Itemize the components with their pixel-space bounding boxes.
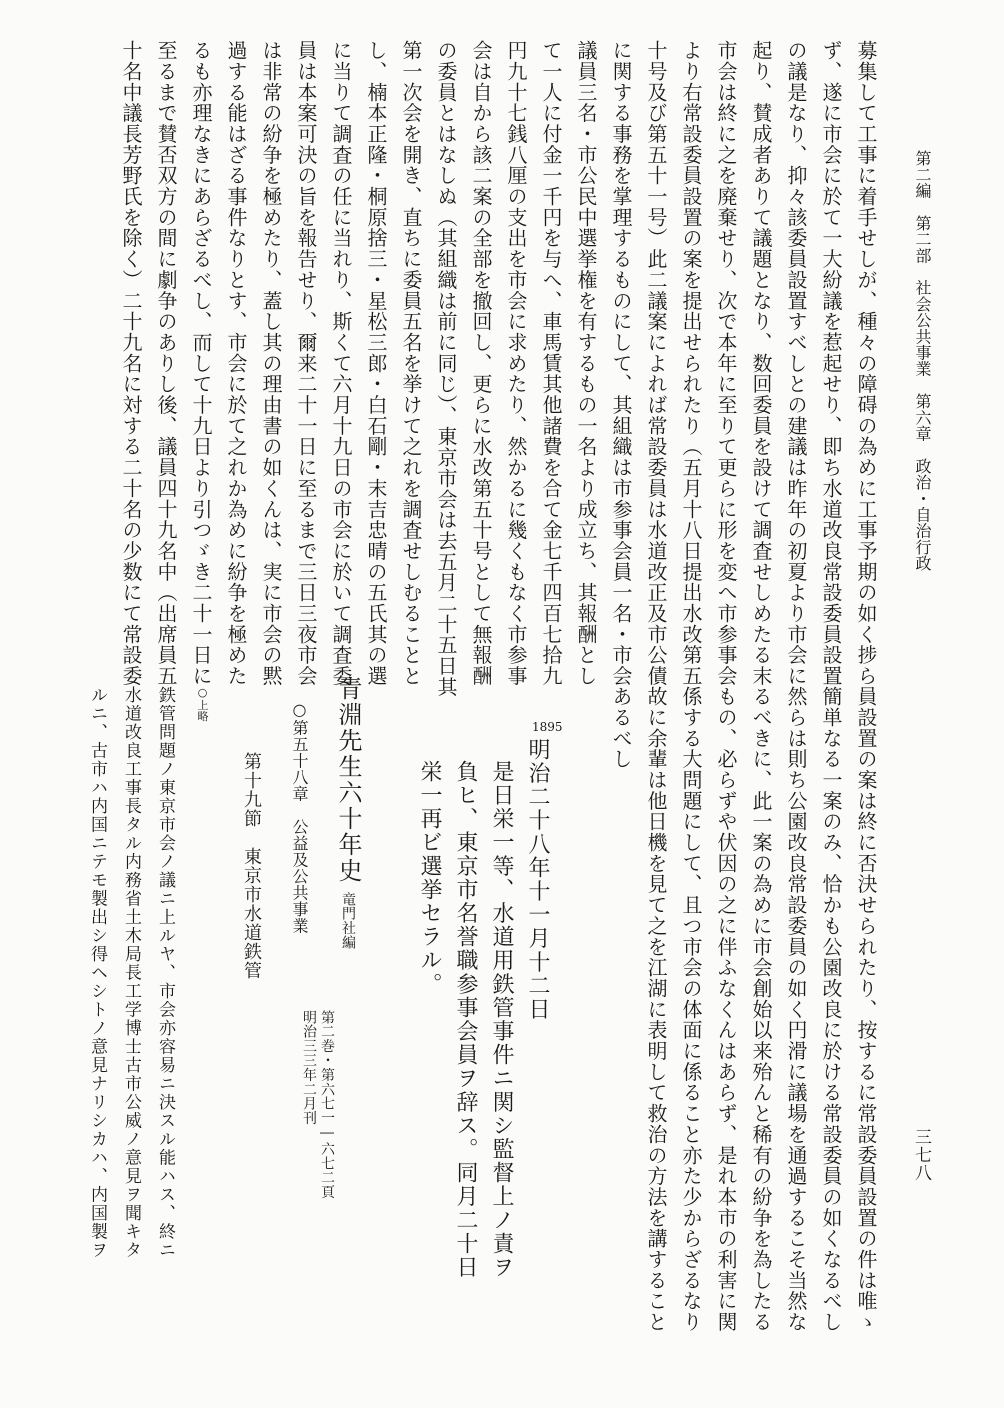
text-line: て一人に付金一千円を与へ、車馬賃其他諸費を合て金七千四百七拾九 (539, 40, 563, 687)
text-line: 市会は終に之を廃棄せり、次で本年に至りて更らに形を変へ市参事会 (714, 40, 738, 687)
text-line: 起り、賛成者ありて議題となり、数回委員を設けて調査せしめたる末 (749, 40, 773, 687)
entry-line: 是日栄一等、水道用鉄管事件ニ関シ監督上ノ責ヲ (489, 760, 514, 1280)
text-line: 係する大問題にして、且つ市会の体面に係ること亦た少からざるなり (679, 686, 703, 1333)
text-line: の議是なり、抑々該委員設置すべしとの建議は昨年の初夏より市会に (784, 40, 808, 687)
entry-line: 負ヒ、東京市名誉職参事会員ヲ辞ス。同月二十日 (453, 760, 478, 1280)
text-line: 簡単なる一案のみ、恰かも公園改良に於ける常設委員の如くなるべし (819, 686, 843, 1333)
entry-date: 明治二十八年十一月十二日 (525, 738, 550, 1022)
text-line: るべきに、此一案の為めに市会創始以来殆んと稀有の紛争を為したる (749, 686, 773, 1333)
text-line: 員設置の案は終に否決せられたり、按するに常設委員設置の件は唯ゝ (854, 686, 878, 1333)
entry-line: 栄一再ビ選挙セラル。 (417, 760, 442, 996)
text-line: 会は自から該二案の全部を撤回し、更らに水改第五十号として無報酬 (469, 40, 493, 687)
source-publisher: 竜門社編 (340, 892, 356, 950)
text-line: 円九十七銭八厘の支出を市会に求めたり、然かるに幾くもなく市参事 (504, 40, 528, 687)
text-line: 十号及び第五十一号）此二議案によれば常設委員は水道改正及市公債 (644, 40, 668, 687)
running-head: 第二編 第二部 社会公共事業 第六章 政治・自治行政 (913, 150, 932, 572)
text-line: 議員三名・市公民中選挙権を有するもの一名より成立ち、其報酬とし (574, 40, 598, 687)
quote-line: 鉄管問題ノ東京市会ノ議ニ上ルヤ、市会亦容易ニ決スル能ハス、終ニ (155, 686, 175, 1260)
text-line: に関する事務を掌理するものにして、其組織は市参事会員一名・市会 (609, 40, 633, 687)
text-line: 十名中議長芳野氏を除く）二十九名に対する二十名の少数にて常設委 (119, 40, 143, 687)
page-number: 三七八 (911, 1128, 931, 1182)
omitted-mark: ○上略 (196, 686, 209, 722)
text-line: は非常の紛争を極めたり、蓋し其の理由書の如くんは、実に市会の黙 (259, 40, 283, 687)
text-line: 故に余輩は他日機を見て之を江湖に表明して救治の方法を講すること (644, 686, 668, 1333)
text-line: の委員とはなしぬ（其組織は前に同じ）、東京市会は去五月二十五日其 (434, 40, 458, 698)
source-title: 青淵先生六十年史 (334, 676, 362, 884)
source-volume: 第二巻・第六七一―六七二頁 (319, 1010, 335, 1200)
source-date: 明治三三年二月刊 (301, 1010, 317, 1126)
text-line: るも亦理なきにあらざるべし、而して十九日より引つゞき二十一日に (189, 40, 213, 687)
western-year: 1895 (532, 720, 563, 734)
quote-line: ルニ、古市ハ内国ニテモ製出シ得ヘシトノ意見ナリシカハ、内国製ヲ (87, 686, 107, 1260)
text-line: 員は本案可決の旨を報告せり、爾来二十一日に至るまで三日三夜市会 (294, 40, 318, 687)
text-line: 第一次会を開き、直ちに委員五名を挙けて之れを調査せしむることと (399, 40, 423, 687)
text-line: 募集して工事に着手せしが、種々の障碍の為めに工事予期の如く捗ら (854, 40, 878, 687)
text-line: あるべし (609, 686, 633, 770)
text-line: し、楠本正隆・桐原捨三・星松三郎・白石剛・末吉忠晴の五氏其の選 (364, 40, 388, 687)
text-line: に当りて調査の任に当れり、斯くて六月十九日の市会に於いて調査委 (329, 40, 353, 687)
text-line: より右常設委員設置の案を提出せられたり（五月十八日提出水改第五 (679, 40, 703, 687)
text-line: 過する能はざる事件なりとす、市会に於て之れか為めに紛争を極めた (224, 40, 248, 687)
text-line: 至るまで賛否双方の間に劇争のありし後、議員四十九名中（出席員五 (154, 40, 178, 687)
source-chapter: ○第五十八章 公益及公共事業 (290, 700, 309, 934)
text-line: ず、遂に市会に於て一大紛議を惹起せり、即ち水道改良常設委員設置 (819, 40, 843, 687)
source-section: 第十九節 東京市水道鉄管 (241, 752, 262, 980)
text-line: 然らは則ち公園改良常設委員の如く円滑に議場を通過するこそ当然な (784, 686, 808, 1333)
quote-line: 水道改良工事長タル内務省土木局長工学博士古市公威ノ意見ヲ聞キタ (121, 686, 141, 1260)
text-line: もの、必らずや伏因の之に伴ふなくんはあらず、是れ本市の利害に関 (714, 686, 738, 1333)
